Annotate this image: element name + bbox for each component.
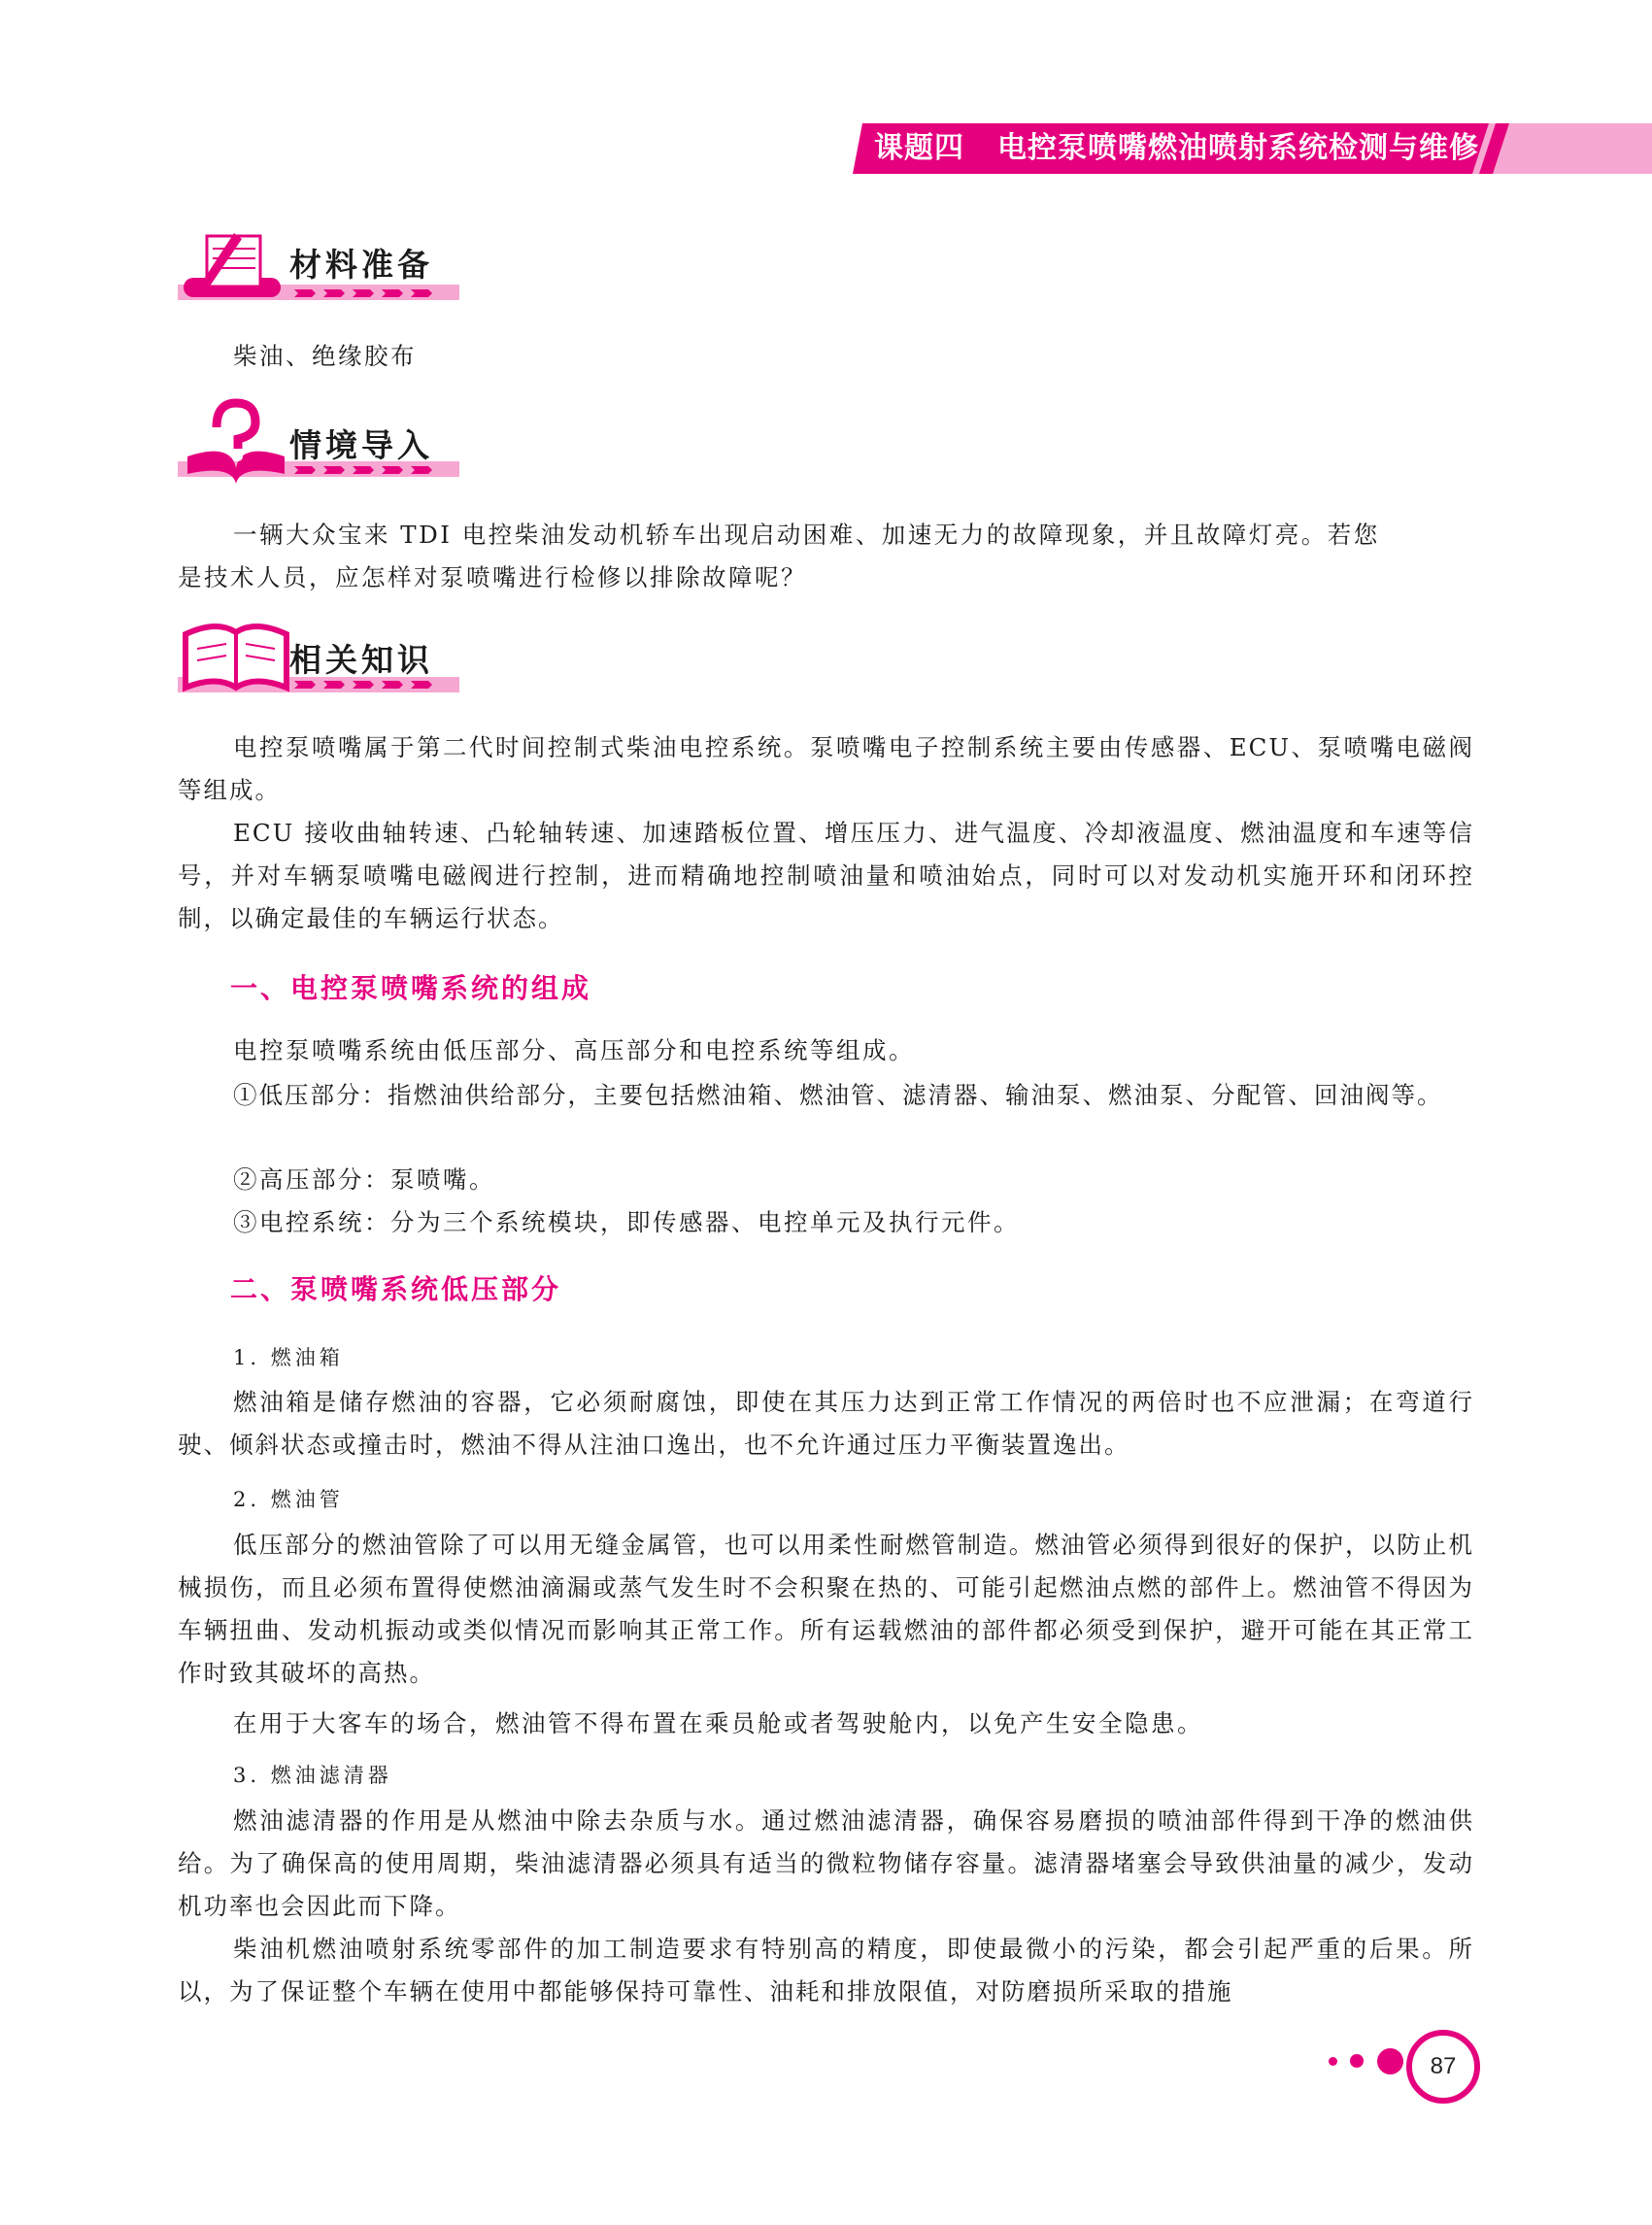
lesson-title: 电控泵喷嘴燃油喷射系统检测与维修 [997, 131, 1479, 165]
part1-intro: 电控泵喷嘴系统由低压部分、高压部分和电控系统等组成。 [233, 1036, 915, 1064]
fuel-filter-text: 燃油滤清器的作用是从燃油中除去杂质与水。通过燃油滤清器，确保容易磨损的喷油部件得到干净的燃油供给。为了确保高的使用周期，柴油滤清器必须具有适当的微粒物储存容量。滤清器堵塞会导致供油量的减少，发动机功率也会因此而下降。 [178, 1806, 1474, 1920]
page-number: 87 [1406, 2030, 1480, 2104]
page-number-indicator [1321, 2030, 1486, 2107]
section-badge-materials [178, 231, 469, 328]
section-heading-2: 二、泵喷嘴系统低压部分 [230, 1273, 562, 1305]
section-heading-1: 一、电控泵喷嘴系统的组成 [230, 972, 592, 1004]
subheading-fuel-line: 2. 燃油管 [233, 1488, 344, 1511]
dot-icon [1329, 2057, 1337, 2066]
subheading-fuel-filter: 3. 燃油滤清器 [233, 1764, 392, 1787]
knowledge-paragraph-2: ECU 接收曲轴转速、凸轮轴转速、加速踏板位置、增压压力、进气温度、冷却液温度、燃油温度和车速等信号，并对车辆泵喷嘴电磁阀进行控制，进而精确地控制喷油量和喷油始点，同时可以对发动机实施开环和闭环控制，以确定最佳的车辆运行状态。 [178, 819, 1474, 932]
materials-text: 柴油、绝缘胶布 [233, 342, 417, 370]
part1-item-2: ②高压部分：泵喷嘴。 [233, 1165, 495, 1194]
section-title: 相关知识 [289, 641, 433, 679]
fuel-line-text-2: 在用于大客车的场合，燃油管不得布置在乘员舱或者驾驶舱内，以免产生安全隐患。 [233, 1709, 1203, 1737]
dot-icon [1350, 2054, 1364, 2068]
section-title: 材料准备 [289, 246, 433, 284]
section-badge-scenario [178, 398, 469, 495]
part1-item-1: ①低压部分：指燃油供给部分，主要包括燃油箱、燃油管、滤清器、输油泵、燃油泵、分配管、回油阀等。 [233, 1081, 1443, 1109]
subheading-fuel-tank: 1. 燃油箱 [233, 1346, 344, 1369]
lesson-number: 课题四 [874, 131, 964, 165]
section-badge-knowledge [178, 615, 469, 712]
scenario-line-1: 一辆大众宝来 TDI 电控柴油发动机轿车出现启动困难、加速无力的故障现象，并且故障灯亮。若您 [233, 521, 1380, 549]
chapter-header [874, 123, 1479, 174]
section-title: 情境导入 [289, 426, 433, 464]
fuel-tank-text: 燃油箱是储存燃油的容器，它必须耐腐蚀，即使在其压力达到正常工作情况的两倍时也不应泄漏；在弯道行驶、倾斜状态或撞击时，燃油不得从注油口逸出，也不允许通过压力平衡装置逸出。 [178, 1388, 1474, 1459]
dot-icon [1377, 2048, 1403, 2074]
part1-item-3: ③电控系统：分为三个系统模块，即传感器、电控单元及执行元件。 [233, 1208, 1020, 1236]
fuel-line-text: 低压部分的燃油管除了可以用无缝金属管，也可以用柔性耐燃管制造。燃油管必须得到很好的保护，以防止机械损伤，而且必须布置得使燃油滴漏或蒸气发生时不会积聚在热的、可能引起燃油点燃的部件上。燃油管不得因为车辆扭曲、发动机振动或类似情况而影响其正常工作。所有运载燃油的部件都必须受到保护，避开可能在其正常工作时致其破坏的高热。 [178, 1531, 1474, 1687]
scenario-line-2: 是技术人员，应怎样对泵喷嘴进行检修以排除故障呢？ [178, 563, 807, 591]
knowledge-paragraph-1: 电控泵喷嘴属于第二代时间控制式柴油电控系统。泵喷嘴电子控制系统主要由传感器、ECU、泵喷嘴电磁阀等组成。 [178, 733, 1474, 804]
fuel-filter-text-2: 柴油机燃油喷射系统零部件的加工制造要求有特别高的精度，即使最微小的污染，都会引起严重的后果。所以，为了保证整个车辆在使用中都能够保持可靠性、油耗和排放限值，对防磨损所采取的措施 [178, 1935, 1474, 2006]
